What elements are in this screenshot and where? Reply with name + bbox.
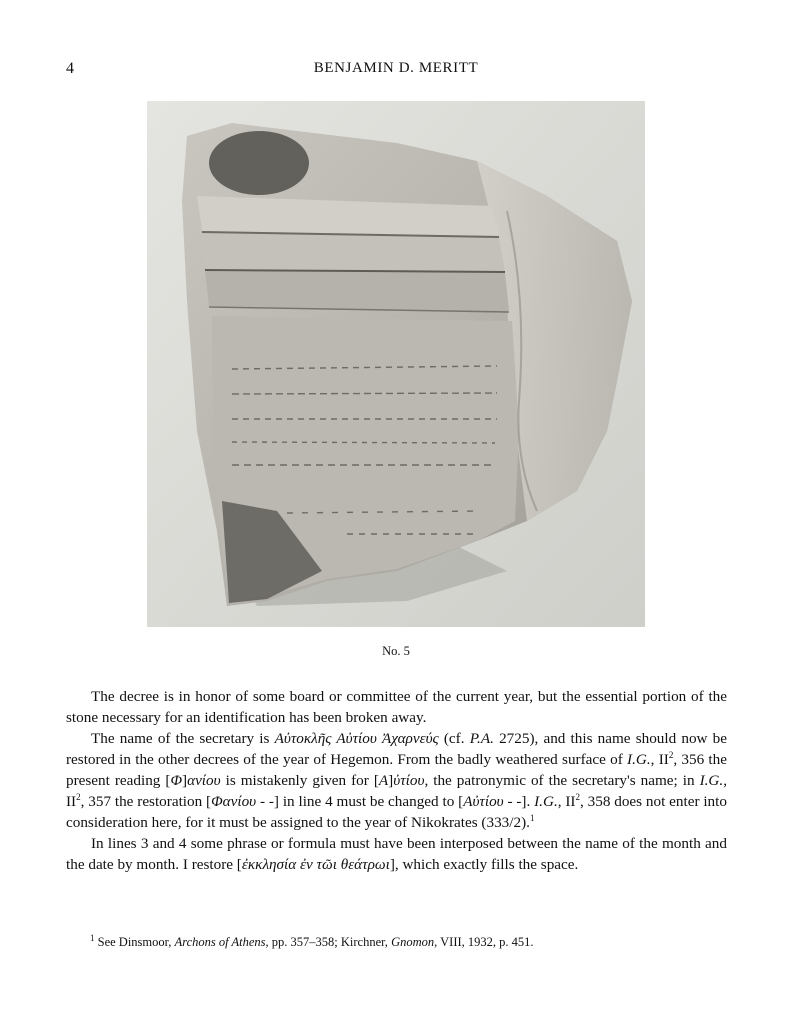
footnote: $^1$ See Dinsmoor, Archons of Athens, pp. 357–358; Kirchner, Gnomon, VIII, 1932, p. 451.	[90, 932, 534, 949]
footnote-reference: 1	[529, 812, 535, 823]
footnote-title-archons: Archons of Athens	[174, 935, 266, 949]
figure-caption: No. 5	[382, 644, 410, 658]
paragraph-2: The name of the secretary is Αὐτοκλῆς Αὐτίου Ἀχαρνεύς (cf. P.A. 2725), and this name should now be restored in the other decrees of the year of Hegemon. From the badly weathered surface of I.G., $II^2$, 356 the present reading [Φ]ανίου is mistakenly given for [Α]ὐτίου, the patronymic of the secretary's name; in I.G., $II^2$, 357 the restoration [Φανίου - -] in line 4 must be changed to [Αὐτίου - -]. I.G., $II^2$, 358 does not enter into consideration here, for it must be assigned to the year of Nikokrates (333/2).$^1$	[66, 730, 728, 831]
greek-restoration: ἐκκλησία ἐν τῶι θεάτρωι	[241, 856, 390, 873]
body-text	[66, 686, 727, 875]
paragraph-1: The decree is in honor of some board or committee of the current year, but the essential portion of the stone necessary for an identification has been broken away.	[66, 688, 727, 726]
inscription-photograph	[147, 101, 645, 627]
footnote-marker: 1	[90, 932, 95, 943]
running-head: BENJAMIN D. MERITT	[313, 60, 479, 76]
stone-fragment-image	[147, 101, 645, 627]
page-number: 4	[66, 60, 74, 77]
page-header	[0, 60, 792, 82]
greek-secretary-name: Αὐτοκλῆς Αὐτίου Ἀχαρνεύς	[274, 730, 439, 747]
paragraph-3: In lines 3 and 4 some phrase or formula must have been interposed between the name of the month and the date by month. I restore [ἐκκλησία ἐν τῶι θεάτρωι], which exactly fills the space.	[66, 835, 727, 873]
footnote-title-gnomon: Gnomon	[391, 935, 435, 949]
